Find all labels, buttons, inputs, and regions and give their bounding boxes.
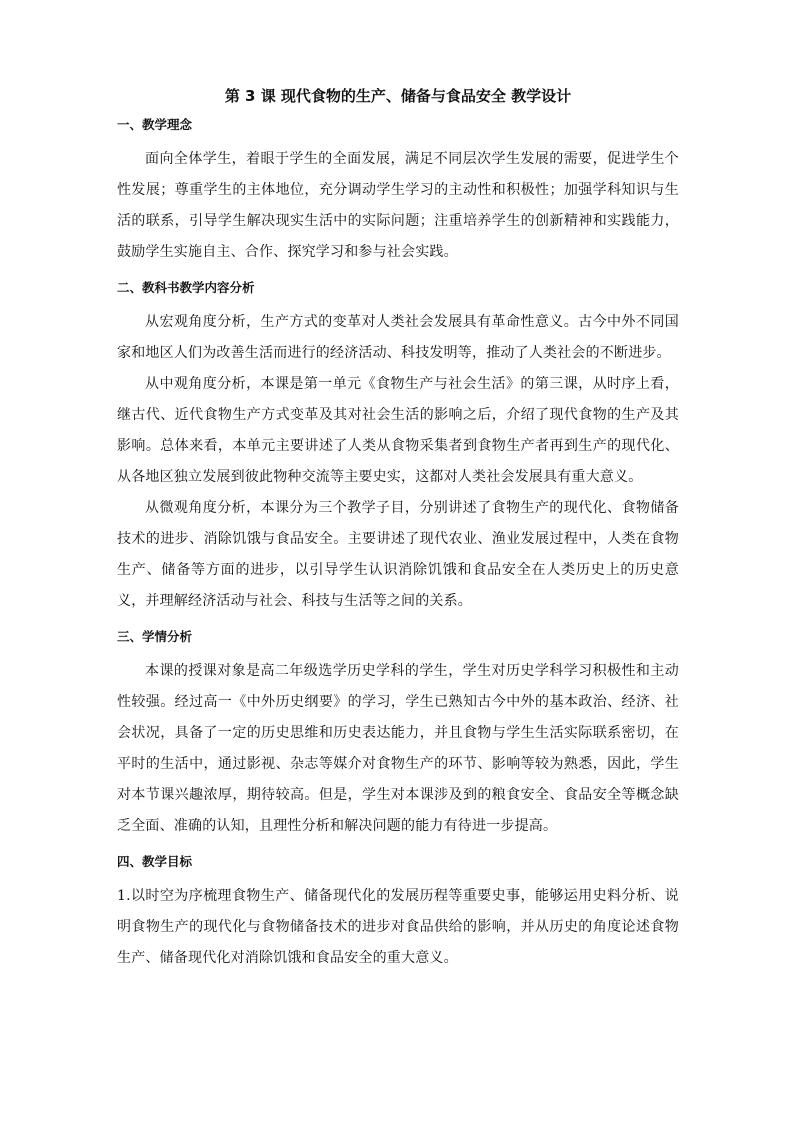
paragraph: 从宏观角度分析，生产方式的变革对人类社会发展具有革命性意义。古今中外不同国家和地区人们为改善生活而进行的经济活动、科技发明等，推动了人类社会的不断进步。 — [117, 314, 679, 361]
paragraph: 本课的授课对象是高二年级选学历史学科的学生，学生对历史学科学习积极性和主动性较强。经过高一《中外历史纲要》的学习，学生已熟知古今中外的基本政治、经济、社会状况，具备了一定的历史思维和历史表达能力，并且食物与学生生活实际联系密切，在平时的生活中，通过影视、杂志等媒介对食物生产的环节、影响等较为熟悉，因此，学生对本节课兴趣浓厚，期待较高。但是，学生对本课涉及到的粮食安全、食品安全等概念缺乏全面、准确的认知，且理性分析和解决问题的能力有待进一步提高。 — [117, 663, 679, 834]
section-heading: 四、教学目标 — [117, 854, 193, 869]
paragraph: 1.以时空为序梳理食物生产、储备现代化的发展历程等重要史事，能够运用史料分析、说明食物生产的现代化与食物储备技术的进步对食品供给的影响，并从历史的角度论述食物生产、储备现代化对消除饥饿和食品安全的重大意义。 — [117, 888, 679, 966]
section-heading: 一、教学理念 — [117, 117, 193, 132]
paragraph: 从微观角度分析，本课分为三个教学子目，分别讲述了食物生产的现代化、食物储备技术的进步、消除饥饿与食品安全。主要讲述了现代农业、渔业发展过程中，人类在食物生产、储备等方面的进步，以引导学生认识消除饥饿和食品安全在人类历史上的历史意义，并理解经济活动与社会、科技与生活等之间的关系。 — [117, 500, 679, 609]
section-heading: 三、学情分析 — [117, 629, 193, 644]
section-teaching-objectives — [117, 853, 679, 974]
section-teaching-philosophy — [117, 116, 679, 268]
document-title: 第 3 课 现代食物的生产、储备与食品安全 教学设计 — [224, 87, 572, 105]
section-textbook-analysis — [117, 279, 679, 617]
section-student-analysis — [117, 628, 679, 842]
section-heading: 二、教科书教学内容分析 — [117, 280, 255, 295]
paragraph: 面向全体学生，着眼于学生的全面发展，满足不同层次学生发展的需要，促进学生个性发展；尊重学生的主体地位，充分调动学生学习的主动性和积极性；加强学科知识与生活的联系，引导学生解决现实生活中的实际问题；注重培养学生的创新精神和实践能力，鼓励学生实施自主、合作、探究学习和参与社会实践。 — [117, 151, 679, 260]
paragraph: 从中观角度分析，本课是第一单元《食物生产与社会生活》的第三课，从时序上看，继古代、近代食物生产方式变革及其对社会生活的影响之后，介绍了现代食物的生产及其影响。总体来看，本单元主要讲述了人类从食物采集者到食物生产者再到生产的现代化、从各地区独立发展到彼此物种交流等主要史实，这都对人类社会发展具有重大意义。 — [117, 376, 679, 485]
